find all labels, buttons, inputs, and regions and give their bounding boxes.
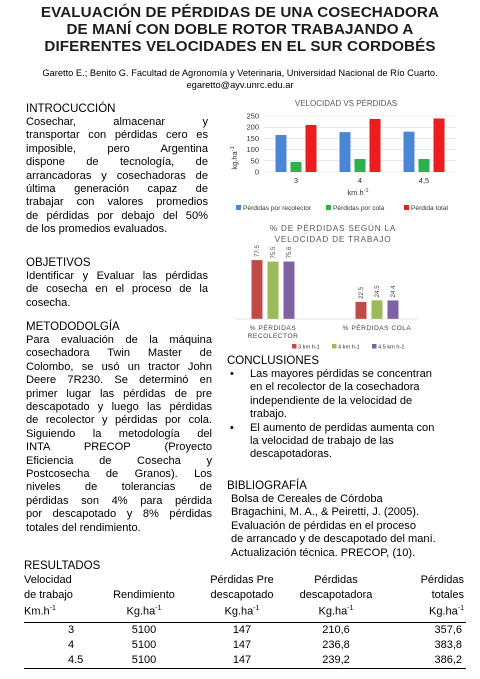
text-line: de recolector y pérdidas por cola.	[26, 414, 212, 427]
legend-label: Pérdidas por cola	[333, 205, 385, 212]
legend-swatch	[332, 344, 337, 349]
title-line-2: DE MANÍ CON DOBLE ROTOR TRABAJANDO A	[66, 21, 414, 38]
results-table-body	[24, 623, 466, 669]
text-line: Actualización técnica. PRECOP, (10).	[231, 546, 416, 559]
results-row	[24, 623, 466, 639]
text-line: de cosecha en el proceso de la	[26, 283, 208, 296]
bar	[388, 300, 399, 319]
text-line: cosecha.	[26, 296, 71, 309]
header-unit-exponent: -1	[253, 605, 260, 612]
x-tick-label: 4	[357, 176, 363, 185]
header-line: Km.h	[24, 605, 50, 618]
legend-swatch	[236, 205, 241, 210]
title-line-1: EVALUACIÓN DE PÉRDIDAS DE UNA COSECHADORA	[40, 4, 440, 21]
results-header-cell	[192, 573, 292, 623]
bar	[404, 132, 415, 172]
objectives-section	[26, 256, 208, 310]
header-unit-exponent: -1	[49, 605, 56, 612]
chart1-bars	[276, 118, 445, 172]
data-label: 22.5	[358, 286, 365, 299]
results-section	[24, 559, 100, 573]
header-line: Pérdidas Pre	[210, 574, 274, 586]
y-tick-label: 250	[246, 111, 259, 121]
introduction-section	[26, 102, 208, 237]
header-line: Pérdidas	[420, 574, 464, 586]
results-row	[24, 638, 466, 653]
conclusion-line: independiente de la velocidad de	[250, 394, 413, 407]
data-label: 24.4	[390, 285, 397, 298]
text-line: descapotado y luego las pérdidas	[26, 401, 212, 414]
results-table-header	[24, 573, 466, 623]
bar	[306, 125, 317, 172]
introduction-heading: INTROCUCCIÓN	[26, 103, 116, 115]
text-line: Postcosecha de Granos). Los	[26, 468, 212, 481]
legend-swatch	[372, 344, 377, 349]
text-line: transportar con pérdidas cero es	[26, 129, 208, 142]
chart1-xlabel: $km.h^{-1}$	[347, 188, 369, 197]
chart1-title: VELOCIDAD VS PÉRDIDAS	[294, 99, 398, 108]
results-header-cell	[96, 573, 192, 623]
conclusions-heading: CONCLUSIONES	[227, 355, 320, 367]
conclusions-list	[227, 368, 460, 462]
authors-block	[0, 67, 480, 91]
header-line: Kg.ha	[126, 605, 156, 618]
conclusion-line: • Las mayores pérdidas se concentran	[250, 368, 432, 380]
text-line: trabajar con valores promedios	[26, 196, 208, 209]
results-cell: 3	[68, 624, 75, 637]
y-tick-label: 50	[250, 156, 259, 166]
conclusion-line: en el recolector de la cosechadora	[250, 381, 420, 394]
results-cell: 357,6	[434, 624, 462, 637]
conclusion-line: la velocidad de trabajo de las	[250, 435, 394, 448]
text-line: Bragachini, M. A., & Peiretti, J. (2005).	[231, 506, 420, 519]
text-line: totales del rendimiento.	[26, 521, 141, 534]
text-line: Evaluación de pérdidas en el proceso	[231, 519, 417, 532]
results-row	[24, 653, 466, 669]
header-line: descapotadora	[299, 588, 373, 601]
bar	[434, 118, 445, 172]
conclusion-line: trabajo.	[250, 408, 288, 421]
text-line: primer lugar las pérdidas de pre	[26, 387, 212, 400]
bibliography-section	[227, 479, 467, 560]
chart2-bars	[252, 244, 399, 319]
text-line: última generación capaz de	[26, 183, 208, 196]
bibliography-text	[227, 493, 467, 560]
results-cell: 4.5	[24, 653, 96, 669]
text-line: pérdidas son 4% para pérdida	[26, 494, 212, 507]
legend-label: Pérdida total	[411, 205, 449, 212]
authors-line: Garetto E.; Benito G. Facultad de Agronomía y Veterinaria, Universidad Nacional de Río Cuarto.	[42, 68, 438, 78]
results-cell: 5100	[131, 624, 157, 637]
data-label: 75.5	[270, 246, 277, 259]
legend-label: 3 km h-1	[298, 344, 320, 351]
results-cell: 236,8	[322, 639, 350, 652]
chart2-group-label-2: % PÉRDIDAS COLA	[342, 325, 412, 332]
header-line: descapotado	[210, 588, 274, 601]
header-line: de trabajo	[24, 588, 73, 601]
chart2-title-line-2: VELOCIDAD DE TRABAJO	[274, 235, 392, 244]
x-tick-label: 4,5	[418, 176, 430, 185]
results-header-cell	[380, 573, 466, 623]
legend-swatch	[404, 205, 409, 210]
y-tick-label: 150	[246, 133, 259, 143]
text-line: Eficiencia de Cosecha y	[26, 454, 212, 467]
chart2-group-label-1b: RECOLECTOR	[247, 333, 299, 340]
results-cell: 4	[68, 639, 75, 652]
text-line: de los promedios evaluados.	[26, 223, 168, 236]
bar	[276, 135, 287, 172]
bar	[268, 262, 279, 319]
y-tick-label: 200	[246, 122, 259, 132]
text-line: Identificar y Evaluar las pérdidas	[26, 270, 208, 282]
results-cell: 147	[232, 624, 252, 637]
results-header-row	[24, 573, 466, 623]
text-line: Bolsa de Cereales de Córdoba	[231, 493, 383, 505]
bar	[372, 300, 383, 319]
bar	[355, 159, 366, 172]
text-line: Cosechar, almacenar y	[26, 116, 208, 128]
methodology-section	[26, 320, 212, 535]
header-unit-exponent: -1	[457, 605, 464, 612]
legend-label: 4.5 km h-1	[378, 344, 405, 351]
methodology-text	[26, 334, 212, 535]
conclusion-item	[227, 368, 460, 422]
text-line: dispone de tecnología, de	[26, 156, 208, 169]
data-label: 75.6	[286, 246, 293, 259]
objectives-text	[26, 270, 208, 310]
header-line: Kg.ha	[318, 605, 348, 618]
results-cell: 383,8	[434, 639, 462, 652]
text-line: de pérdidas por debajo del 50%	[26, 209, 208, 222]
bibliography-heading: BIBLIOGRAFÍA	[227, 480, 307, 492]
chart2-legend	[292, 344, 404, 351]
title-line-3: DIFERENTES VELOCIDADES EN EL SUR CORDOBÉS	[44, 38, 436, 55]
text-line: imposible, pero Argentina	[26, 142, 208, 155]
text-line: cosechadora Twin Master de	[26, 347, 212, 360]
chart1-ylabel: $kg.ha^{-1}$	[230, 146, 239, 170]
header-line: Kg.ha	[429, 605, 458, 618]
y-tick-label: 0	[254, 167, 259, 177]
results-cell: 147	[192, 653, 292, 669]
conclusion-item	[227, 422, 460, 462]
results-cell: 386,2	[380, 653, 466, 669]
x-tick-label: 3	[293, 176, 299, 185]
text-line: por descapotado y 8% pérdidas	[26, 508, 212, 521]
author-email: egaretto@ayv.unrc.edu.ar	[186, 80, 294, 90]
text-line: INTA PRECOP (Proyecto	[26, 441, 212, 454]
results-header-cell	[24, 573, 96, 623]
results-table	[24, 573, 466, 669]
header-line: Rendimiento	[113, 588, 175, 601]
header-unit-exponent: -1	[347, 605, 354, 612]
text-line: Deere 7R230. Se determinó en	[26, 374, 212, 387]
header-line: Velocidad	[24, 574, 72, 586]
header-line: totales	[431, 588, 464, 601]
conclusion-line: descapotadoras.	[250, 448, 333, 461]
chart2-group-label-1a: % PÉRDIDAS	[249, 325, 297, 332]
y-tick-label: 100	[246, 145, 259, 155]
chart1-x-ticks	[294, 176, 429, 185]
text-line: Siguiendo la metodología del	[26, 427, 212, 440]
chart1-legend	[236, 205, 449, 212]
poster-title	[0, 4, 480, 55]
legend-label: Pérdidas por recolector	[243, 205, 312, 212]
chart2-title-line-1: % DE PÉRDIDAS SEGÚN LA	[269, 224, 397, 233]
legend-swatch	[292, 344, 297, 349]
results-header-cell	[292, 573, 380, 623]
data-label: 24.5	[374, 285, 381, 298]
bar	[419, 159, 430, 172]
text-line: Para evaluación de la máquina	[26, 334, 212, 346]
bar	[370, 119, 381, 172]
results-cell: 147	[232, 639, 252, 652]
bar	[252, 260, 263, 319]
text-line: niveles de tolerancias de	[26, 481, 212, 494]
results-cell: 5100	[96, 653, 192, 669]
results-cell: 239,2	[292, 653, 380, 669]
chart1-y-ticks	[246, 112, 259, 177]
conclusion-line: • El aumento de perdidas aumenta con	[250, 421, 435, 434]
introduction-text	[26, 116, 208, 237]
results-heading: RESULTADOS	[24, 560, 101, 572]
header-line: Kg.ha	[224, 605, 254, 618]
bar	[340, 132, 351, 172]
bar	[284, 262, 295, 319]
results-cell: 5100	[131, 639, 157, 652]
results-cell: 210,6	[322, 624, 350, 637]
chart-porcentaje-perdidas	[226, 220, 426, 354]
bar	[356, 302, 367, 319]
legend-swatch	[326, 205, 331, 210]
header-line: Pérdidas	[314, 574, 358, 586]
legend-label: 4 km h-1	[338, 344, 360, 351]
header-unit-exponent: -1	[155, 605, 162, 612]
text-line: Colombo, se usó un tractor John	[26, 360, 212, 373]
text-line: arrancadoras y cosechadoras de	[26, 169, 208, 182]
text-line: de arrancado y de descapotado del maní.	[231, 533, 436, 546]
conclusions-section	[227, 354, 460, 462]
bar	[291, 162, 302, 172]
data-label: 77.5	[254, 245, 261, 258]
methodology-heading: METODODOLGÍA	[26, 321, 120, 333]
objectives-heading: OBJETIVOS	[26, 257, 91, 269]
chart-velocidad-vs-perdidas	[228, 96, 464, 218]
